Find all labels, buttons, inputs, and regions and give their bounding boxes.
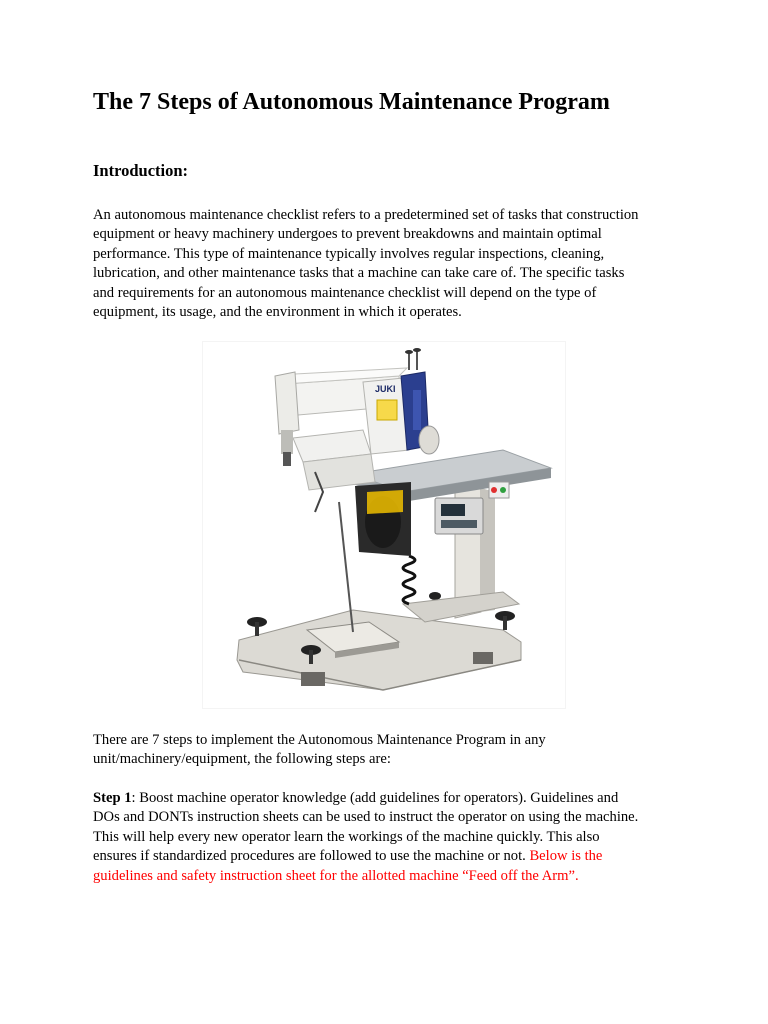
step-1-paragraph xyxy=(93,789,683,886)
intro-line: lubrication, and other maintenance tasks that a machine can take care of. The specific tasks xyxy=(93,265,625,282)
brand-logo: JUKI xyxy=(375,384,396,394)
step-1-line: DOs and DONTs instruction sheets can be used to instruct the operator on using the machine. xyxy=(93,809,639,826)
intro-line: performance. This type of maintenance typically involves regular inspections, cleaning, xyxy=(93,245,605,262)
intro-line: An autonomous maintenance checklist refers to a predetermined set of tasks that construction xyxy=(93,207,639,223)
step-1-line: This will help every new operator learn the workings of the machine quickly. This also xyxy=(93,828,600,845)
sewing-machine-illustration xyxy=(203,342,565,708)
step-1-text: : Boost machine operator knowledge (add guidelines for operators). Guidelines and xyxy=(131,790,619,806)
intro-line: equipment or heavy machinery undergoes to prevent breakdowns and maintain optimal xyxy=(93,226,602,243)
page-title: The 7 Steps of Autonomous Maintenance Program xyxy=(93,89,610,115)
step-1-label: Step 1 xyxy=(93,790,132,806)
intro-line: equipment, its usage, and the environment in which it operates. xyxy=(93,304,462,321)
steps-intro-line: There are 7 steps to implement the Autonomous Maintenance Program in any xyxy=(93,732,546,748)
introduction-heading: Introduction: xyxy=(93,161,189,180)
intro-line: and requirements for an autonomous maintenance checklist will depend on the type of xyxy=(93,284,597,301)
steps-intro-paragraph xyxy=(93,731,683,770)
step-1-text: ensures if standardized procedures are followed to use the machine or not. xyxy=(93,848,530,865)
step-1-line xyxy=(93,789,683,808)
highlighted-text: Below is the xyxy=(529,848,603,865)
introduction-paragraph xyxy=(93,206,683,322)
steps-intro-line: unit/machinery/equipment, the following steps are: xyxy=(93,751,391,768)
highlighted-text: guidelines and safety instruction sheet for the allotted machine “Feed off the Arm”. xyxy=(93,867,579,884)
step-1-line xyxy=(93,847,683,866)
sewing-machine-image xyxy=(203,342,565,708)
